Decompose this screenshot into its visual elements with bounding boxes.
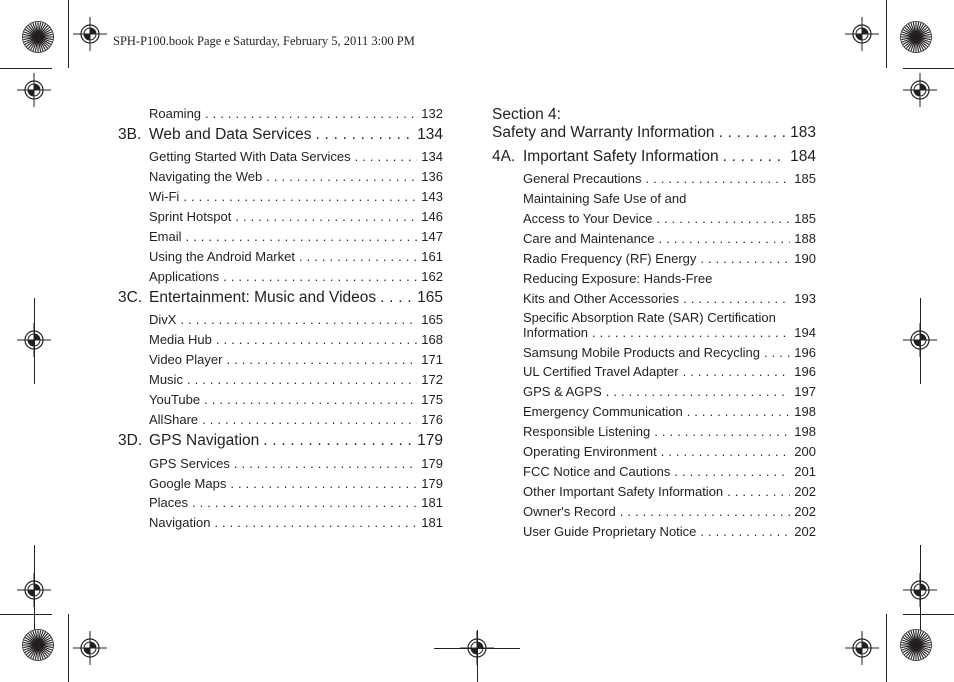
- leader-dots: [299, 249, 417, 264]
- page-number: 196: [794, 364, 816, 379]
- leader-dots: [764, 345, 790, 360]
- toc-chapter-entry[interactable]: [492, 148, 816, 166]
- page-number: 134: [417, 126, 443, 143]
- crop-line: [903, 68, 954, 69]
- leader-dots: [606, 384, 791, 399]
- page-number: 132: [421, 106, 443, 121]
- entry-title: FCC Notice and Cautions: [523, 464, 671, 479]
- starburst-target-icon: [900, 21, 932, 53]
- entry-title: Care and Maintenance: [523, 231, 655, 246]
- entry-title: Maintaining Safe Use of and: [523, 191, 687, 206]
- toc-entry[interactable]: [118, 269, 443, 287]
- entry-title: AllShare: [149, 412, 199, 427]
- leader-dots: [620, 504, 791, 519]
- entry-title: Sprint Hotspot: [149, 209, 232, 224]
- chapter-number: 3C.: [118, 289, 143, 306]
- page-number: 134: [421, 149, 443, 164]
- entry-title: UL Certified Travel Adapter: [523, 364, 679, 379]
- page-number: 136: [421, 169, 443, 184]
- toc-entry[interactable]: [492, 251, 816, 269]
- chapter-number: 3B.: [118, 126, 142, 143]
- crop-line: [68, 614, 69, 682]
- entry-title: Applications: [149, 269, 220, 284]
- registration-mark-icon: [903, 573, 937, 607]
- entry-title: Radio Frequency (RF) Energy: [523, 251, 697, 266]
- page-number: 143: [421, 189, 443, 204]
- crop-line: [0, 614, 52, 615]
- toc-entry[interactable]: [492, 404, 816, 422]
- entry-title: Roaming: [149, 106, 202, 121]
- leader-dots: [183, 189, 417, 204]
- toc-entry-line: [492, 191, 816, 209]
- registration-mark-icon: [903, 73, 937, 107]
- page-number: 147: [421, 229, 443, 244]
- entry-title: Places: [149, 495, 189, 510]
- page-number: 181: [421, 495, 443, 510]
- page-number: 202: [794, 524, 816, 539]
- leader-dots: [700, 524, 790, 539]
- starburst-target-icon: [22, 21, 54, 53]
- section-label: Section 4:: [492, 106, 561, 123]
- toc-entry[interactable]: [118, 495, 443, 513]
- entry-title: DivX: [149, 312, 177, 327]
- entry-title: Email: [149, 229, 182, 244]
- crop-line: [0, 68, 52, 69]
- leader-dots: [263, 432, 413, 450]
- entry-title: Access to Your Device: [523, 211, 653, 226]
- entry-title: YouTube: [149, 392, 201, 407]
- chapter-number: 4A.: [492, 148, 516, 165]
- crop-line: [886, 614, 887, 682]
- entry-title: User Guide Proprietary Notice: [523, 524, 697, 539]
- page-number: 184: [790, 148, 816, 165]
- registration-mark-icon: [903, 323, 937, 357]
- page-number: 196: [794, 345, 816, 360]
- toc-entry[interactable]: [492, 364, 816, 382]
- crop-line: [886, 0, 887, 68]
- page-number: 179: [421, 476, 443, 491]
- entry-title: Specific Absorption Rate (SAR) Certification: [523, 310, 776, 325]
- registration-mark-icon: [17, 323, 51, 357]
- toc-entry[interactable]: [118, 476, 443, 494]
- toc-entry[interactable]: [118, 106, 443, 124]
- page-number: 181: [421, 515, 443, 530]
- entry-title: General Precautions: [523, 171, 642, 186]
- toc-entry[interactable]: [118, 149, 443, 167]
- toc-entry[interactable]: [118, 209, 443, 227]
- page-number: 185: [794, 211, 816, 226]
- leader-dots: [204, 392, 417, 407]
- page-number: 176: [421, 412, 443, 427]
- registration-mark-icon: [460, 631, 494, 665]
- page-number: 194: [794, 325, 816, 340]
- toc-entry[interactable]: [118, 229, 443, 247]
- toc-entry[interactable]: [492, 211, 816, 229]
- registration-mark-icon: [73, 631, 107, 665]
- leader-dots: [687, 404, 791, 419]
- toc-entry[interactable]: [492, 444, 816, 462]
- leader-dots: [266, 169, 417, 184]
- entry-title: GPS Services: [149, 456, 230, 471]
- leader-dots: [683, 364, 791, 379]
- page-number: 168: [421, 332, 443, 347]
- toc-entry[interactable]: [492, 345, 816, 363]
- page-number: 185: [794, 171, 816, 186]
- entry-title: Entertainment: Music and Videos: [149, 289, 377, 306]
- section-title-entry[interactable]: [492, 124, 816, 142]
- crop-line: [903, 614, 954, 615]
- leader-dots: [230, 476, 417, 491]
- toc-chapter-entry[interactable]: [118, 289, 443, 307]
- leader-dots: [235, 209, 417, 224]
- toc-entry[interactable]: [492, 484, 816, 502]
- entry-title: Other Important Safety Information: [523, 484, 724, 499]
- leader-dots: [659, 231, 791, 246]
- page-number: 202: [794, 484, 816, 499]
- leader-dots: [355, 149, 418, 164]
- toc-entry[interactable]: [118, 372, 443, 390]
- entry-title: Reducing Exposure: Hands-Free: [523, 271, 713, 286]
- entry-title: Music: [149, 372, 183, 387]
- page-number: 198: [794, 404, 816, 419]
- toc-entry[interactable]: [492, 384, 816, 402]
- leader-dots: [187, 372, 417, 387]
- toc-entry[interactable]: [118, 332, 443, 350]
- toc-entry[interactable]: [118, 249, 443, 267]
- leader-dots: [186, 229, 418, 244]
- page-number: 146: [421, 209, 443, 224]
- leader-dots: [205, 106, 417, 121]
- leader-dots: [723, 148, 787, 166]
- leader-dots: [727, 484, 790, 499]
- entry-title: Operating Environment: [523, 444, 657, 459]
- starburst-target-icon: [900, 629, 932, 661]
- toc-entry[interactable]: [492, 291, 816, 309]
- leader-dots: [192, 495, 417, 510]
- page-number: 161: [421, 249, 443, 264]
- entry-title: Getting Started With Data Services: [149, 149, 351, 164]
- page-number: 172: [421, 372, 443, 387]
- starburst-target-icon: [22, 629, 54, 661]
- entry-title: Video Player: [149, 352, 223, 367]
- page-number: 162: [421, 269, 443, 284]
- entry-title: Kits and Other Accessories: [523, 291, 680, 306]
- entry-title: Using the Android Market: [149, 249, 295, 264]
- page-number: 165: [421, 312, 443, 327]
- registration-mark-icon: [73, 17, 107, 51]
- section-title: Safety and Warranty Information: [492, 124, 715, 141]
- leader-dots: [316, 126, 414, 144]
- leader-dots: [700, 251, 790, 266]
- leader-dots: [661, 444, 791, 459]
- page-number: 171: [421, 352, 443, 367]
- toc-entry[interactable]: [492, 231, 816, 249]
- toc-entry[interactable]: [118, 352, 443, 370]
- entry-title: Important Safety Information: [523, 148, 719, 165]
- entry-title: Information: [523, 325, 589, 340]
- leader-dots: [214, 515, 417, 530]
- entry-title: Web and Data Services: [149, 126, 312, 143]
- toc-entry[interactable]: [492, 504, 816, 522]
- leader-dots: [656, 211, 790, 226]
- leader-dots: [202, 412, 417, 427]
- page-number: 193: [794, 291, 816, 306]
- toc-entry[interactable]: [492, 171, 816, 189]
- toc-entry[interactable]: [492, 524, 816, 542]
- leader-dots: [226, 352, 417, 367]
- toc-entry[interactable]: [492, 325, 816, 343]
- entry-title: Google Maps: [149, 476, 227, 491]
- leader-dots: [216, 332, 417, 347]
- entry-title: Navigating the Web: [149, 169, 263, 184]
- registration-mark-icon: [17, 73, 51, 107]
- registration-mark-icon: [845, 631, 879, 665]
- entry-title: Media Hub: [149, 332, 212, 347]
- entry-title: GPS & AGPS: [523, 384, 602, 399]
- leader-dots: [180, 312, 417, 327]
- toc-entry[interactable]: [118, 312, 443, 330]
- entry-title: Emergency Communication: [523, 404, 683, 419]
- crop-line: [68, 0, 69, 68]
- toc-entry[interactable]: [492, 424, 816, 442]
- entry-title: Navigation: [149, 515, 211, 530]
- toc-entry[interactable]: [118, 169, 443, 187]
- page-number: 197: [794, 384, 816, 399]
- chapter-number: 3D.: [118, 432, 143, 449]
- registration-mark-icon: [17, 573, 51, 607]
- entry-title: Wi-Fi: [149, 189, 180, 204]
- entry-title: Owner's Record: [523, 504, 616, 519]
- entry-title: Responsible Listening: [523, 424, 651, 439]
- page-number: 165: [417, 289, 443, 306]
- toc-entry[interactable]: [492, 464, 816, 482]
- toc-entry[interactable]: [118, 392, 443, 410]
- toc-entry[interactable]: [118, 456, 443, 474]
- toc-entry[interactable]: [118, 412, 443, 430]
- page-number: 200: [794, 444, 816, 459]
- leader-dots: [674, 464, 790, 479]
- leader-dots: [234, 456, 417, 471]
- toc-entry[interactable]: [118, 515, 443, 533]
- page-number: 198: [794, 424, 816, 439]
- page-number: 190: [794, 251, 816, 266]
- leader-dots: [683, 291, 790, 306]
- entry-title: Samsung Mobile Products and Recycling: [523, 345, 761, 360]
- page-number: 188: [794, 231, 816, 246]
- toc-chapter-entry[interactable]: [118, 432, 443, 450]
- print-header: SPH-P100.book Page e Saturday, February 5, 2011 3:00 PM: [113, 34, 415, 48]
- registration-mark-icon: [845, 17, 879, 51]
- leader-dots: [719, 124, 787, 142]
- page-number: 201: [794, 464, 816, 479]
- leader-dots: [592, 325, 790, 340]
- toc-chapter-entry[interactable]: [118, 126, 443, 144]
- toc-entry-line: [492, 271, 816, 289]
- page-number: 202: [794, 504, 816, 519]
- leader-dots: [223, 269, 417, 284]
- leader-dots: [646, 171, 791, 186]
- page-number: 175: [421, 392, 443, 407]
- page-number: 179: [417, 432, 443, 449]
- toc-entry[interactable]: [118, 189, 443, 207]
- entry-title: GPS Navigation: [149, 432, 260, 449]
- leader-dots: [380, 289, 413, 307]
- page-number: 179: [421, 456, 443, 471]
- leader-dots: [654, 424, 790, 439]
- section-page: 183: [790, 124, 816, 141]
